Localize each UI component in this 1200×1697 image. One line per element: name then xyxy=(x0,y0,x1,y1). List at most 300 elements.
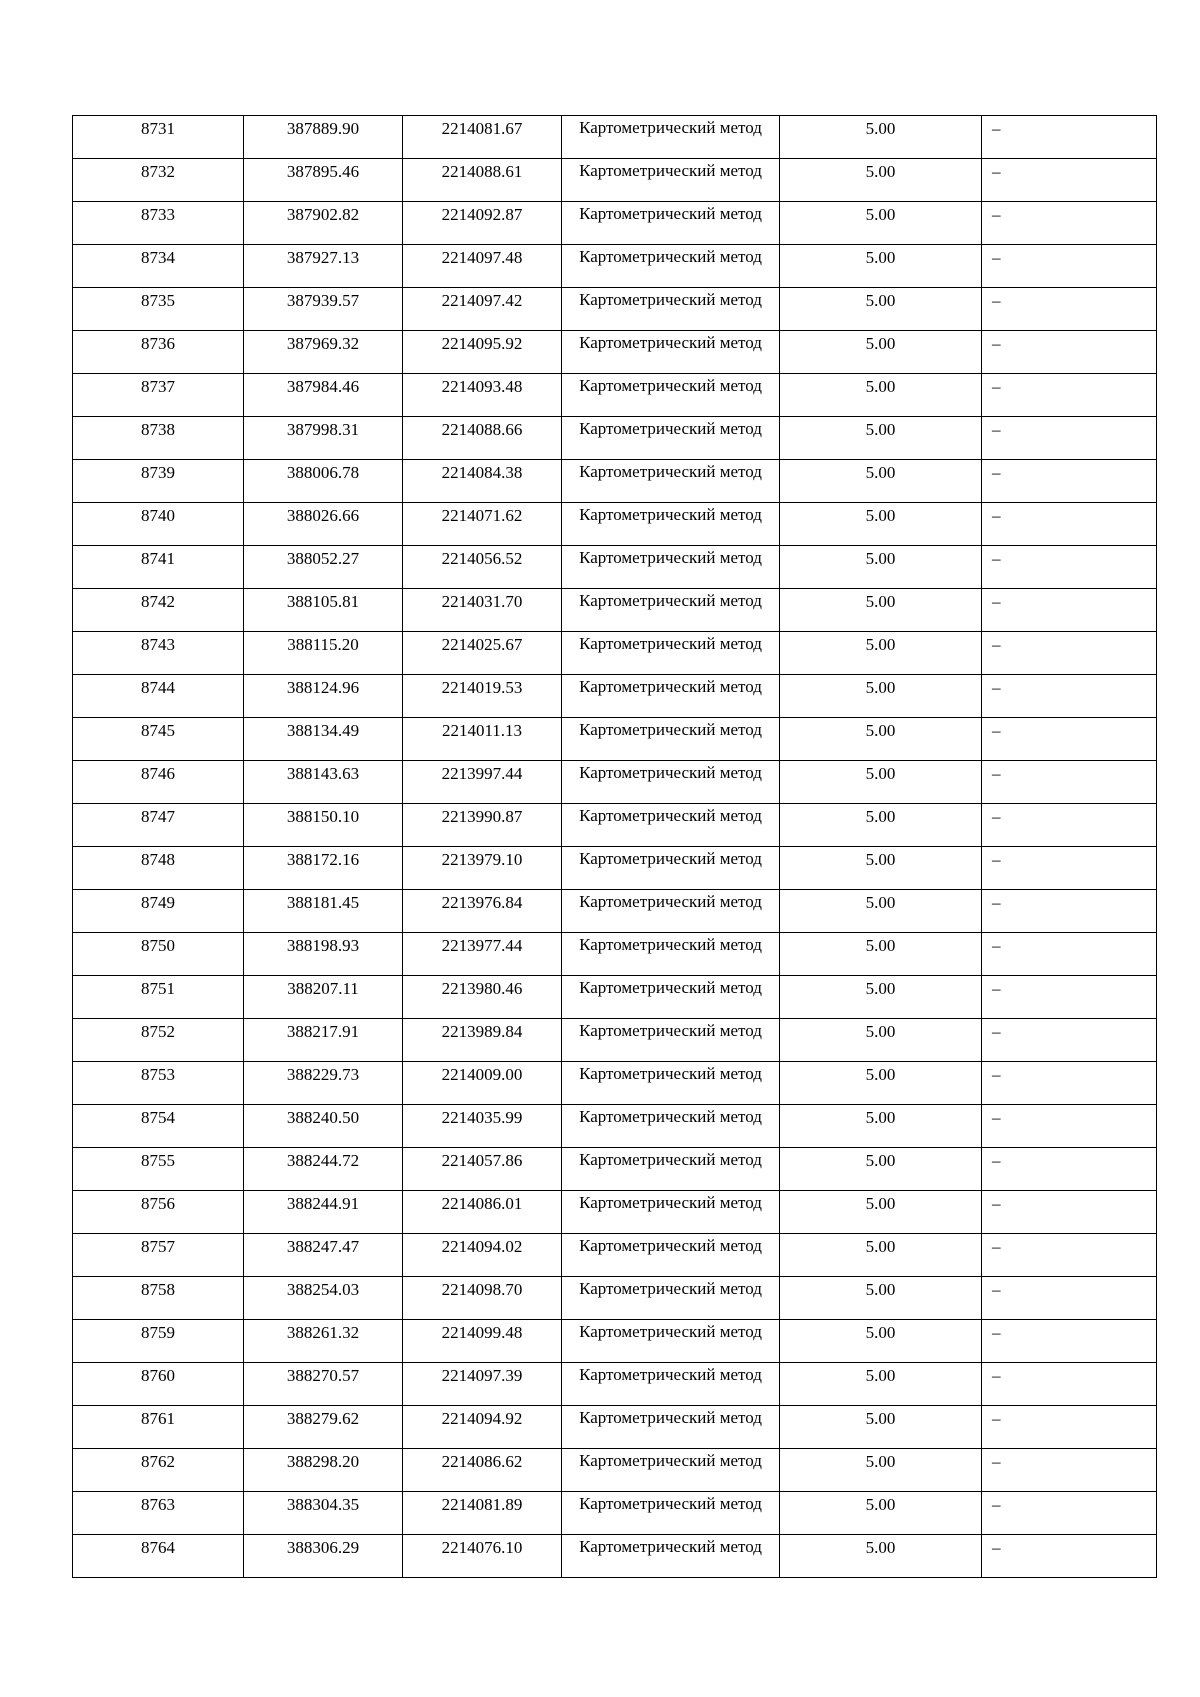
table-row xyxy=(73,1277,1157,1320)
note-cell-text: – xyxy=(992,549,1001,568)
note-cell-text: – xyxy=(992,979,1001,998)
method-cell xyxy=(562,1320,780,1363)
point-number-cell-text: 8734 xyxy=(141,248,175,267)
x-coordinate-cell xyxy=(244,1492,403,1535)
method-cell-text: Картометрический метод xyxy=(579,290,762,309)
x-coordinate-cell-text: 388244.72 xyxy=(286,1151,360,1170)
note-cell-text: – xyxy=(992,291,1001,310)
method-cell xyxy=(562,1406,780,1449)
point-number-cell-text: 8738 xyxy=(141,420,175,439)
note-cell xyxy=(982,718,1157,761)
method-cell-text: Картометрический метод xyxy=(579,1279,762,1298)
y-coordinate-cell-text: 2214098.70 xyxy=(441,1280,523,1299)
x-coordinate-cell xyxy=(244,718,403,761)
x-coordinate-cell-text: 388247.47 xyxy=(286,1237,360,1256)
note-cell xyxy=(982,1019,1157,1062)
table-row xyxy=(73,761,1157,804)
point-number-cell-text: 8758 xyxy=(141,1280,175,1299)
point-number-cell xyxy=(73,245,244,288)
note-cell xyxy=(982,288,1157,331)
method-cell-text: Картометрический метод xyxy=(579,763,762,782)
method-cell xyxy=(562,1191,780,1234)
table-row xyxy=(73,1535,1157,1578)
accuracy-cell-text: 5.00 xyxy=(865,1409,896,1428)
point-number-cell-text: 8743 xyxy=(141,635,175,654)
y-coordinate-cell-text: 2214019.53 xyxy=(441,678,523,697)
y-coordinate-cell xyxy=(403,589,562,632)
method-cell-text: Картометрический метод xyxy=(579,118,762,137)
method-cell xyxy=(562,847,780,890)
note-cell xyxy=(982,202,1157,245)
note-cell-text: – xyxy=(992,420,1001,439)
x-coordinate-cell-text: 388181.45 xyxy=(286,893,360,912)
table-row xyxy=(73,589,1157,632)
method-cell xyxy=(562,1062,780,1105)
y-coordinate-cell-text: 2213980.46 xyxy=(441,979,523,998)
method-cell-text: Картометрический метод xyxy=(579,462,762,481)
method-cell xyxy=(562,288,780,331)
method-cell-text: Картометрический метод xyxy=(579,935,762,954)
table-row xyxy=(73,675,1157,718)
x-coordinate-cell xyxy=(244,675,403,718)
y-coordinate-cell-text: 2213979.10 xyxy=(441,850,523,869)
method-cell-text: Картометрический метод xyxy=(579,634,762,653)
x-coordinate-cell-text: 388143.63 xyxy=(286,764,360,783)
y-coordinate-cell xyxy=(403,159,562,202)
y-coordinate-cell xyxy=(403,417,562,460)
method-cell xyxy=(562,202,780,245)
method-cell-text: Картометрический метод xyxy=(579,1537,762,1556)
x-coordinate-cell-text: 388105.81 xyxy=(286,592,360,611)
x-coordinate-cell xyxy=(244,460,403,503)
note-cell xyxy=(982,546,1157,589)
method-cell xyxy=(562,1277,780,1320)
accuracy-cell xyxy=(780,417,982,460)
method-cell-text: Картометрический метод xyxy=(579,1322,762,1341)
point-number-cell xyxy=(73,546,244,589)
method-cell-text: Картометрический метод xyxy=(579,892,762,911)
accuracy-cell xyxy=(780,933,982,976)
accuracy-cell xyxy=(780,202,982,245)
point-number-cell xyxy=(73,1535,244,1578)
accuracy-cell-text: 5.00 xyxy=(865,850,896,869)
note-cell-text: – xyxy=(992,1108,1001,1127)
table-row xyxy=(73,1406,1157,1449)
y-coordinate-cell xyxy=(403,1363,562,1406)
note-cell-text: – xyxy=(992,807,1001,826)
point-number-cell xyxy=(73,761,244,804)
accuracy-cell-text: 5.00 xyxy=(865,592,896,611)
note-cell xyxy=(982,761,1157,804)
y-coordinate-cell-text: 2214086.62 xyxy=(441,1452,523,1471)
point-number-cell xyxy=(73,976,244,1019)
point-number-cell-text: 8740 xyxy=(141,506,175,525)
note-cell xyxy=(982,159,1157,202)
y-coordinate-cell-text: 2214088.66 xyxy=(441,420,523,439)
point-number-cell xyxy=(73,331,244,374)
y-coordinate-cell xyxy=(403,632,562,675)
table-row xyxy=(73,933,1157,976)
point-number-cell-text: 8756 xyxy=(141,1194,175,1213)
accuracy-cell-text: 5.00 xyxy=(865,1452,896,1471)
accuracy-cell-text: 5.00 xyxy=(865,1022,896,1041)
accuracy-cell-text: 5.00 xyxy=(865,1495,896,1514)
x-coordinate-cell-text: 388240.50 xyxy=(286,1108,360,1127)
note-cell xyxy=(982,890,1157,933)
point-number-cell xyxy=(73,675,244,718)
x-coordinate-cell-text: 388026.66 xyxy=(286,506,360,525)
accuracy-cell-text: 5.00 xyxy=(865,1194,896,1213)
table-row xyxy=(73,1191,1157,1234)
accuracy-cell-text: 5.00 xyxy=(865,1151,896,1170)
x-coordinate-cell-text: 388279.62 xyxy=(286,1409,360,1428)
y-coordinate-cell xyxy=(403,976,562,1019)
note-cell xyxy=(982,976,1157,1019)
y-coordinate-cell-text: 2214094.02 xyxy=(441,1237,523,1256)
point-number-cell-text: 8744 xyxy=(141,678,175,697)
y-coordinate-cell xyxy=(403,503,562,546)
point-number-cell-text: 8745 xyxy=(141,721,175,740)
accuracy-cell xyxy=(780,159,982,202)
table-row xyxy=(73,331,1157,374)
accuracy-cell xyxy=(780,331,982,374)
method-cell xyxy=(562,675,780,718)
table-row xyxy=(73,1148,1157,1191)
x-coordinate-cell-text: 388306.29 xyxy=(286,1538,360,1557)
table-row xyxy=(73,1234,1157,1277)
method-cell xyxy=(562,1105,780,1148)
note-cell-text: – xyxy=(992,1280,1001,1299)
note-cell xyxy=(982,331,1157,374)
y-coordinate-cell xyxy=(403,288,562,331)
accuracy-cell xyxy=(780,632,982,675)
accuracy-cell xyxy=(780,460,982,503)
y-coordinate-cell xyxy=(403,1019,562,1062)
method-cell-text: Картометрический метод xyxy=(579,677,762,696)
y-coordinate-cell-text: 2214084.38 xyxy=(441,463,523,482)
y-coordinate-cell-text: 2213989.84 xyxy=(441,1022,523,1041)
note-cell xyxy=(982,1535,1157,1578)
x-coordinate-cell xyxy=(244,1019,403,1062)
table-row xyxy=(73,890,1157,933)
point-number-cell xyxy=(73,1148,244,1191)
note-cell xyxy=(982,675,1157,718)
point-number-cell-text: 8763 xyxy=(141,1495,175,1514)
point-number-cell-text: 8737 xyxy=(141,377,175,396)
accuracy-cell xyxy=(780,847,982,890)
y-coordinate-cell xyxy=(403,1492,562,1535)
table-row xyxy=(73,503,1157,546)
note-cell xyxy=(982,1320,1157,1363)
method-cell-text: Картометрический метод xyxy=(579,548,762,567)
accuracy-cell xyxy=(780,675,982,718)
note-cell xyxy=(982,1492,1157,1535)
point-number-cell-text: 8753 xyxy=(141,1065,175,1084)
method-cell xyxy=(562,1449,780,1492)
x-coordinate-cell-text: 388150.10 xyxy=(286,807,360,826)
point-number-cell xyxy=(73,1019,244,1062)
x-coordinate-cell-text: 387902.82 xyxy=(286,205,360,224)
y-coordinate-cell-text: 2214071.62 xyxy=(441,506,523,525)
accuracy-cell xyxy=(780,503,982,546)
x-coordinate-cell-text: 388229.73 xyxy=(286,1065,360,1084)
method-cell xyxy=(562,374,780,417)
note-cell xyxy=(982,245,1157,288)
note-cell-text: – xyxy=(992,119,1001,138)
point-number-cell-text: 8741 xyxy=(141,549,175,568)
point-number-cell-text: 8735 xyxy=(141,291,175,310)
method-cell-text: Картометрический метод xyxy=(579,204,762,223)
table-row xyxy=(73,632,1157,675)
x-coordinate-cell xyxy=(244,374,403,417)
table-row xyxy=(73,202,1157,245)
point-number-cell xyxy=(73,1234,244,1277)
note-cell-text: – xyxy=(992,1323,1001,1342)
point-number-cell-text: 8732 xyxy=(141,162,175,181)
method-cell xyxy=(562,933,780,976)
point-number-cell-text: 8751 xyxy=(141,979,175,998)
note-cell xyxy=(982,503,1157,546)
table-row xyxy=(73,288,1157,331)
accuracy-cell-text: 5.00 xyxy=(865,334,896,353)
table-row xyxy=(73,976,1157,1019)
point-number-cell xyxy=(73,288,244,331)
note-cell-text: – xyxy=(992,764,1001,783)
accuracy-cell xyxy=(780,288,982,331)
table-body xyxy=(73,116,1157,1578)
y-coordinate-cell-text: 2214011.13 xyxy=(441,721,523,740)
accuracy-cell xyxy=(780,245,982,288)
point-number-cell xyxy=(73,1406,244,1449)
x-coordinate-cell xyxy=(244,589,403,632)
y-coordinate-cell-text: 2214099.48 xyxy=(441,1323,523,1342)
x-coordinate-cell-text: 388217.91 xyxy=(286,1022,360,1041)
note-cell-text: – xyxy=(992,1151,1001,1170)
accuracy-cell-text: 5.00 xyxy=(865,1538,896,1557)
point-number-cell-text: 8760 xyxy=(141,1366,175,1385)
accuracy-cell-text: 5.00 xyxy=(865,764,896,783)
accuracy-cell xyxy=(780,1019,982,1062)
point-number-cell xyxy=(73,847,244,890)
note-cell xyxy=(982,1191,1157,1234)
y-coordinate-cell-text: 2213977.44 xyxy=(441,936,523,955)
point-number-cell xyxy=(73,1062,244,1105)
accuracy-cell xyxy=(780,1363,982,1406)
x-coordinate-cell-text: 388006.78 xyxy=(286,463,360,482)
y-coordinate-cell xyxy=(403,1105,562,1148)
point-number-cell-text: 8762 xyxy=(141,1452,175,1471)
x-coordinate-cell-text: 388207.11 xyxy=(287,979,359,998)
note-cell xyxy=(982,933,1157,976)
note-cell xyxy=(982,116,1157,159)
point-number-cell xyxy=(73,1191,244,1234)
point-number-cell-text: 8755 xyxy=(141,1151,175,1170)
x-coordinate-cell xyxy=(244,1148,403,1191)
y-coordinate-cell-text: 2214025.67 xyxy=(441,635,523,654)
x-coordinate-cell xyxy=(244,546,403,589)
note-cell-text: – xyxy=(992,592,1001,611)
note-cell-text: – xyxy=(992,506,1001,525)
x-coordinate-cell-text: 388304.35 xyxy=(286,1495,360,1514)
accuracy-cell-text: 5.00 xyxy=(865,1366,896,1385)
y-coordinate-cell-text: 2214086.01 xyxy=(441,1194,523,1213)
y-coordinate-cell xyxy=(403,675,562,718)
y-coordinate-cell-text: 2214095.92 xyxy=(441,334,523,353)
y-coordinate-cell-text: 2214088.61 xyxy=(441,162,523,181)
table-row xyxy=(73,374,1157,417)
method-cell xyxy=(562,159,780,202)
accuracy-cell-text: 5.00 xyxy=(865,893,896,912)
x-coordinate-cell-text: 388270.57 xyxy=(286,1366,360,1385)
accuracy-cell xyxy=(780,1535,982,1578)
y-coordinate-cell-text: 2214097.39 xyxy=(441,1366,523,1385)
x-coordinate-cell-text: 388172.16 xyxy=(286,850,360,869)
y-coordinate-cell-text: 2214093.48 xyxy=(441,377,523,396)
note-cell-text: – xyxy=(992,1409,1001,1428)
method-cell-text: Картометрический метод xyxy=(579,1408,762,1427)
method-cell xyxy=(562,718,780,761)
point-number-cell-text: 8746 xyxy=(141,764,175,783)
accuracy-cell xyxy=(780,116,982,159)
note-cell xyxy=(982,1406,1157,1449)
x-coordinate-cell-text: 387984.46 xyxy=(286,377,360,396)
x-coordinate-cell-text: 388244.91 xyxy=(286,1194,360,1213)
point-number-cell xyxy=(73,417,244,460)
y-coordinate-cell-text: 2214092.87 xyxy=(441,205,523,224)
accuracy-cell xyxy=(780,1191,982,1234)
point-number-cell-text: 8752 xyxy=(141,1022,175,1041)
accuracy-cell xyxy=(780,1277,982,1320)
x-coordinate-cell xyxy=(244,1449,403,1492)
x-coordinate-cell-text: 388198.93 xyxy=(286,936,360,955)
y-coordinate-cell xyxy=(403,1191,562,1234)
y-coordinate-cell-text: 2214097.48 xyxy=(441,248,523,267)
y-coordinate-cell xyxy=(403,1449,562,1492)
x-coordinate-cell xyxy=(244,804,403,847)
y-coordinate-cell-text: 2214056.52 xyxy=(441,549,523,568)
x-coordinate-cell-text: 388298.20 xyxy=(286,1452,360,1471)
table-row xyxy=(73,1062,1157,1105)
table-row xyxy=(73,804,1157,847)
accuracy-cell-text: 5.00 xyxy=(865,420,896,439)
accuracy-cell xyxy=(780,890,982,933)
method-cell-text: Картометрический метод xyxy=(579,333,762,352)
accuracy-cell-text: 5.00 xyxy=(865,721,896,740)
y-coordinate-cell xyxy=(403,1320,562,1363)
method-cell-text: Картометрический метод xyxy=(579,1150,762,1169)
y-coordinate-cell xyxy=(403,116,562,159)
note-cell-text: – xyxy=(992,1194,1001,1213)
x-coordinate-cell xyxy=(244,890,403,933)
table-row xyxy=(73,159,1157,202)
note-cell-text: – xyxy=(992,850,1001,869)
note-cell xyxy=(982,1148,1157,1191)
x-coordinate-cell xyxy=(244,159,403,202)
note-cell-text: – xyxy=(992,635,1001,654)
accuracy-cell-text: 5.00 xyxy=(865,463,896,482)
accuracy-cell-text: 5.00 xyxy=(865,936,896,955)
x-coordinate-cell xyxy=(244,288,403,331)
method-cell-text: Картометрический метод xyxy=(579,419,762,438)
x-coordinate-cell xyxy=(244,1105,403,1148)
y-coordinate-cell-text: 2213990.87 xyxy=(441,807,523,826)
method-cell xyxy=(562,1234,780,1277)
method-cell-text: Картометрический метод xyxy=(579,849,762,868)
accuracy-cell-text: 5.00 xyxy=(865,248,896,267)
point-number-cell-text: 8739 xyxy=(141,463,175,482)
method-cell-text: Картометрический метод xyxy=(579,1236,762,1255)
y-coordinate-cell-text: 2214094.92 xyxy=(441,1409,523,1428)
table-row xyxy=(73,1105,1157,1148)
accuracy-cell-text: 5.00 xyxy=(865,162,896,181)
y-coordinate-cell xyxy=(403,933,562,976)
method-cell-text: Картометрический метод xyxy=(579,1064,762,1083)
note-cell xyxy=(982,1277,1157,1320)
method-cell xyxy=(562,589,780,632)
x-coordinate-cell xyxy=(244,331,403,374)
method-cell-text: Картометрический метод xyxy=(579,247,762,266)
method-cell xyxy=(562,116,780,159)
accuracy-cell-text: 5.00 xyxy=(865,1108,896,1127)
y-coordinate-cell-text: 2214031.70 xyxy=(441,592,523,611)
note-cell xyxy=(982,1062,1157,1105)
y-coordinate-cell-text: 2213976.84 xyxy=(441,893,523,912)
method-cell xyxy=(562,1363,780,1406)
accuracy-cell-text: 5.00 xyxy=(865,1280,896,1299)
method-cell xyxy=(562,761,780,804)
x-coordinate-cell-text: 388261.32 xyxy=(286,1323,360,1342)
point-number-cell-text: 8742 xyxy=(141,592,175,611)
x-coordinate-cell xyxy=(244,976,403,1019)
note-cell-text: – xyxy=(992,1452,1001,1471)
point-number-cell xyxy=(73,1492,244,1535)
y-coordinate-cell xyxy=(403,1148,562,1191)
y-coordinate-cell xyxy=(403,460,562,503)
x-coordinate-cell xyxy=(244,1191,403,1234)
y-coordinate-cell xyxy=(403,331,562,374)
accuracy-cell-text: 5.00 xyxy=(865,1323,896,1342)
x-coordinate-cell xyxy=(244,761,403,804)
accuracy-cell-text: 5.00 xyxy=(865,807,896,826)
method-cell xyxy=(562,1019,780,1062)
accuracy-cell xyxy=(780,1062,982,1105)
y-coordinate-cell xyxy=(403,1234,562,1277)
note-cell-text: – xyxy=(992,1022,1001,1041)
accuracy-cell-text: 5.00 xyxy=(865,119,896,138)
method-cell xyxy=(562,1148,780,1191)
x-coordinate-cell-text: 387939.57 xyxy=(286,291,360,310)
method-cell xyxy=(562,546,780,589)
y-coordinate-cell-text: 2214076.10 xyxy=(441,1538,523,1557)
table-row xyxy=(73,116,1157,159)
x-coordinate-cell xyxy=(244,847,403,890)
note-cell xyxy=(982,1363,1157,1406)
table-row xyxy=(73,1320,1157,1363)
note-cell-text: – xyxy=(992,162,1001,181)
method-cell xyxy=(562,890,780,933)
accuracy-cell-text: 5.00 xyxy=(865,979,896,998)
note-cell xyxy=(982,374,1157,417)
x-coordinate-cell xyxy=(244,1234,403,1277)
note-cell xyxy=(982,417,1157,460)
y-coordinate-cell xyxy=(403,374,562,417)
x-coordinate-cell xyxy=(244,116,403,159)
accuracy-cell xyxy=(780,546,982,589)
x-coordinate-cell-text: 387889.90 xyxy=(286,119,360,138)
y-coordinate-cell xyxy=(403,1406,562,1449)
y-coordinate-cell xyxy=(403,245,562,288)
table-row xyxy=(73,718,1157,761)
